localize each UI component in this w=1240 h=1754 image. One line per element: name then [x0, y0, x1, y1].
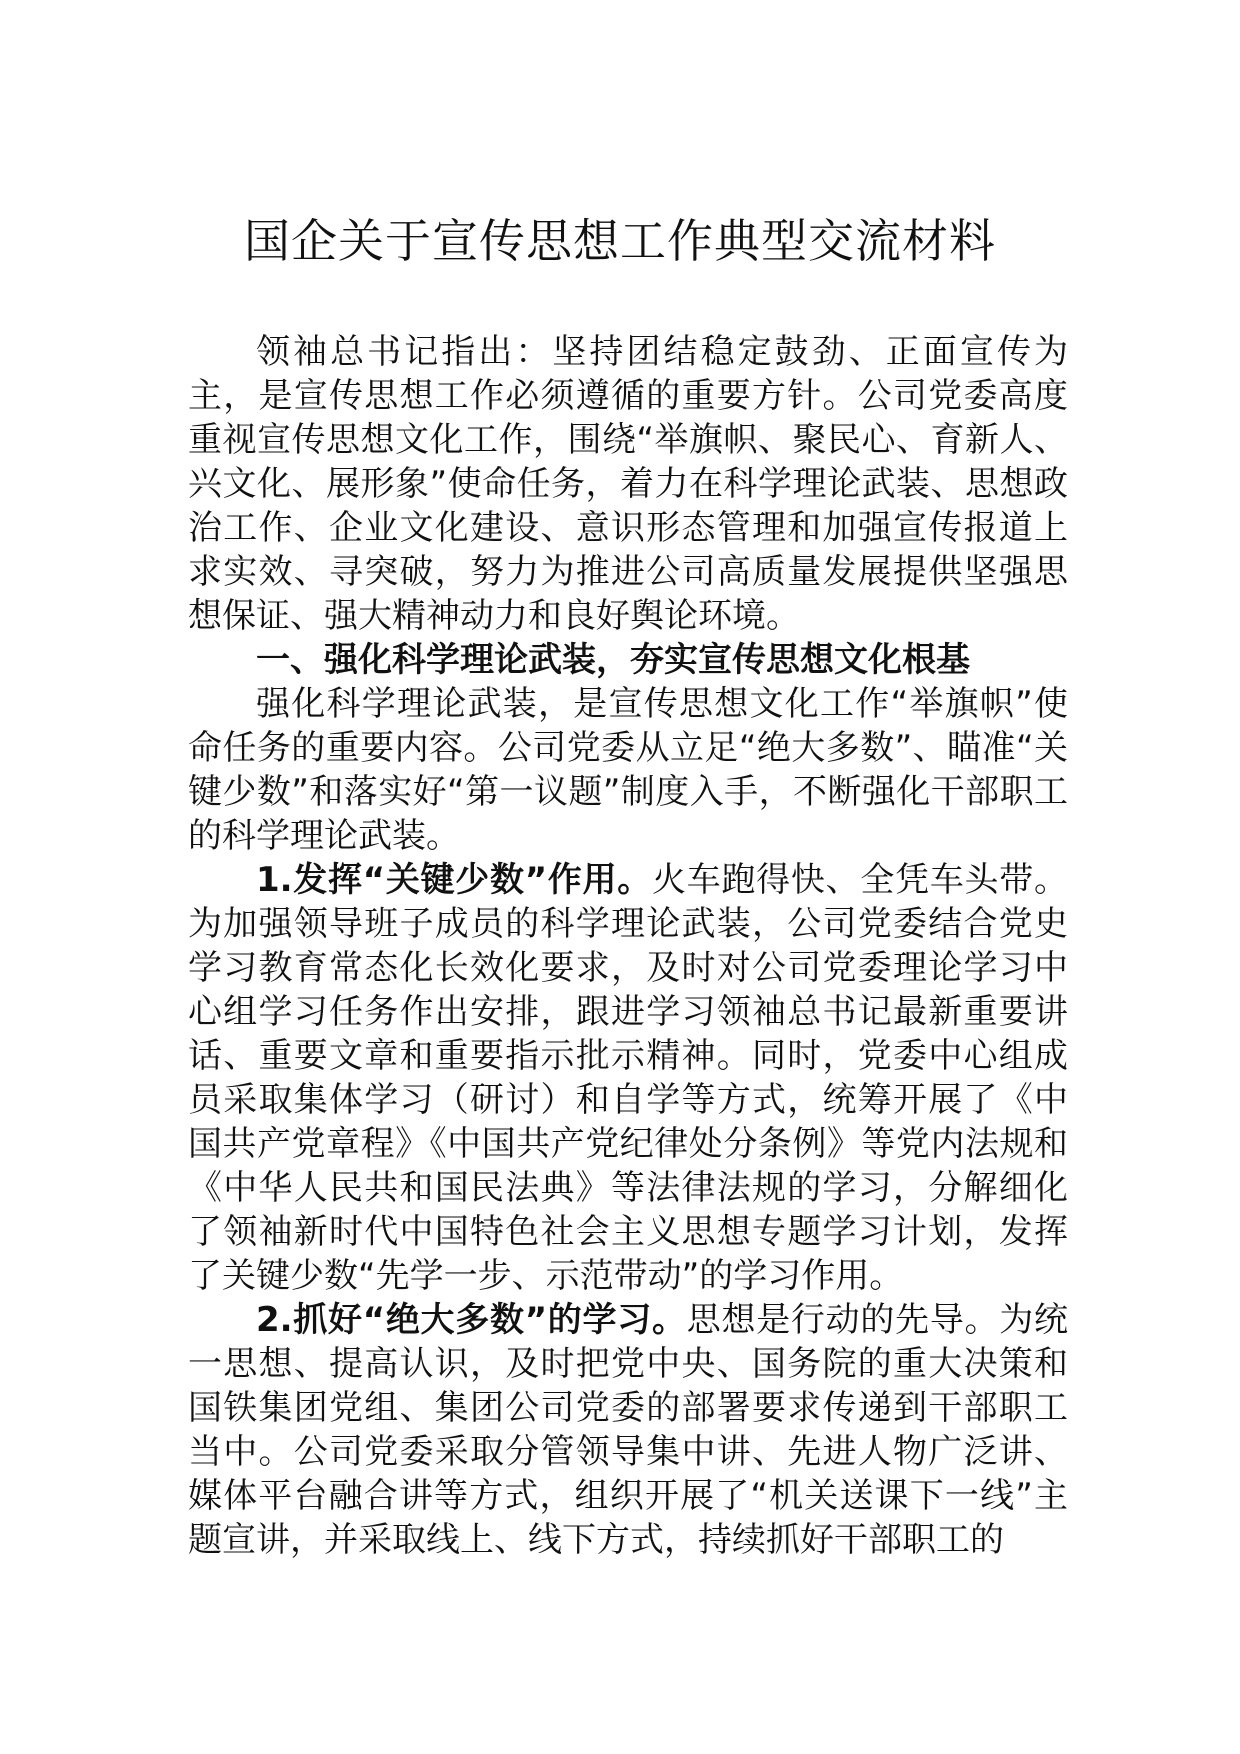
paragraph-section-1-intro [188, 682, 1068, 858]
document-body [188, 330, 1068, 1562]
paragraph-point-1 [188, 858, 1068, 1298]
paragraph-text: 思想是行动的先导。为统一思想、提高认识，及时把党中央、国务院的重大决策和国铁集团党组、集团公司党委的部署要求传递到干部职工当中。公司党委采取分管领导集中讲、先进人物广泛讲、媒体平台融合讲等方式，组织开展了“机关送课下一线”主题宣讲，并采取线上、线下方式，持续抓好干部职工的 [188, 1300, 1069, 1560]
section-heading-1: 一、强化科学理论武装，夯实宣传思想文化根基 [256, 640, 970, 680]
paragraph-text: 领袖总书记指出：坚持团结稳定鼓劲、正面宣传为主，是宣传思想工作必须遵循的重要方针。公司党委高度重视宣传思想文化工作，围绕“举旗帜、聚民心、育新人、兴文化、展形象”使命任务，着力在科学理论武装、思想政治工作、企业文化建设、意识形态管理和加强宣传报道上求实效、寻突破，努力为推进公司高质量发展提供坚强思想保证、强大精神动力和良好舆论环境。 [188, 332, 1068, 636]
point-lead: 1.发挥“关键少数”作用。 [256, 860, 652, 900]
point-lead: 2.抓好“绝大多数”的学习。 [256, 1300, 687, 1340]
paragraph-intro [188, 330, 1068, 638]
paragraph-text: 火车跑得快、全凭车头带。为加强领导班子成员的科学理论武装，公司党委结合党史学习教育常态化长效化要求，及时对公司党委理论学习中心组学习任务作出安排，跟进学习领袖总书记最新重要讲话、重要文章和重要指示批示精神。同时，党委中心组成员采取集体学习（研讨）和自学等方式，统筹开展了《中国共产党章程》《中国共产党纪律处分条例》等党内法规和《中华人民共和国民法典》等法律法规的学习，分解细化了领袖新时代中国特色社会主义思想专题学习计划，发挥了关键少数“先学一步、示范带动”的学习作用。 [188, 860, 1069, 1296]
paragraph-text: 强化科学理论武装，是宣传思想文化工作“举旗帜”使命任务的重要内容。公司党委从立足“绝大多数”、瞄准“关键少数”和落实好“第一议题”制度入手，不断强化干部职工的科学理论武装。 [188, 684, 1068, 856]
paragraph-point-2 [188, 1298, 1068, 1562]
document-title: 国企关于宣传思想工作典型交流材料 [244, 214, 996, 268]
